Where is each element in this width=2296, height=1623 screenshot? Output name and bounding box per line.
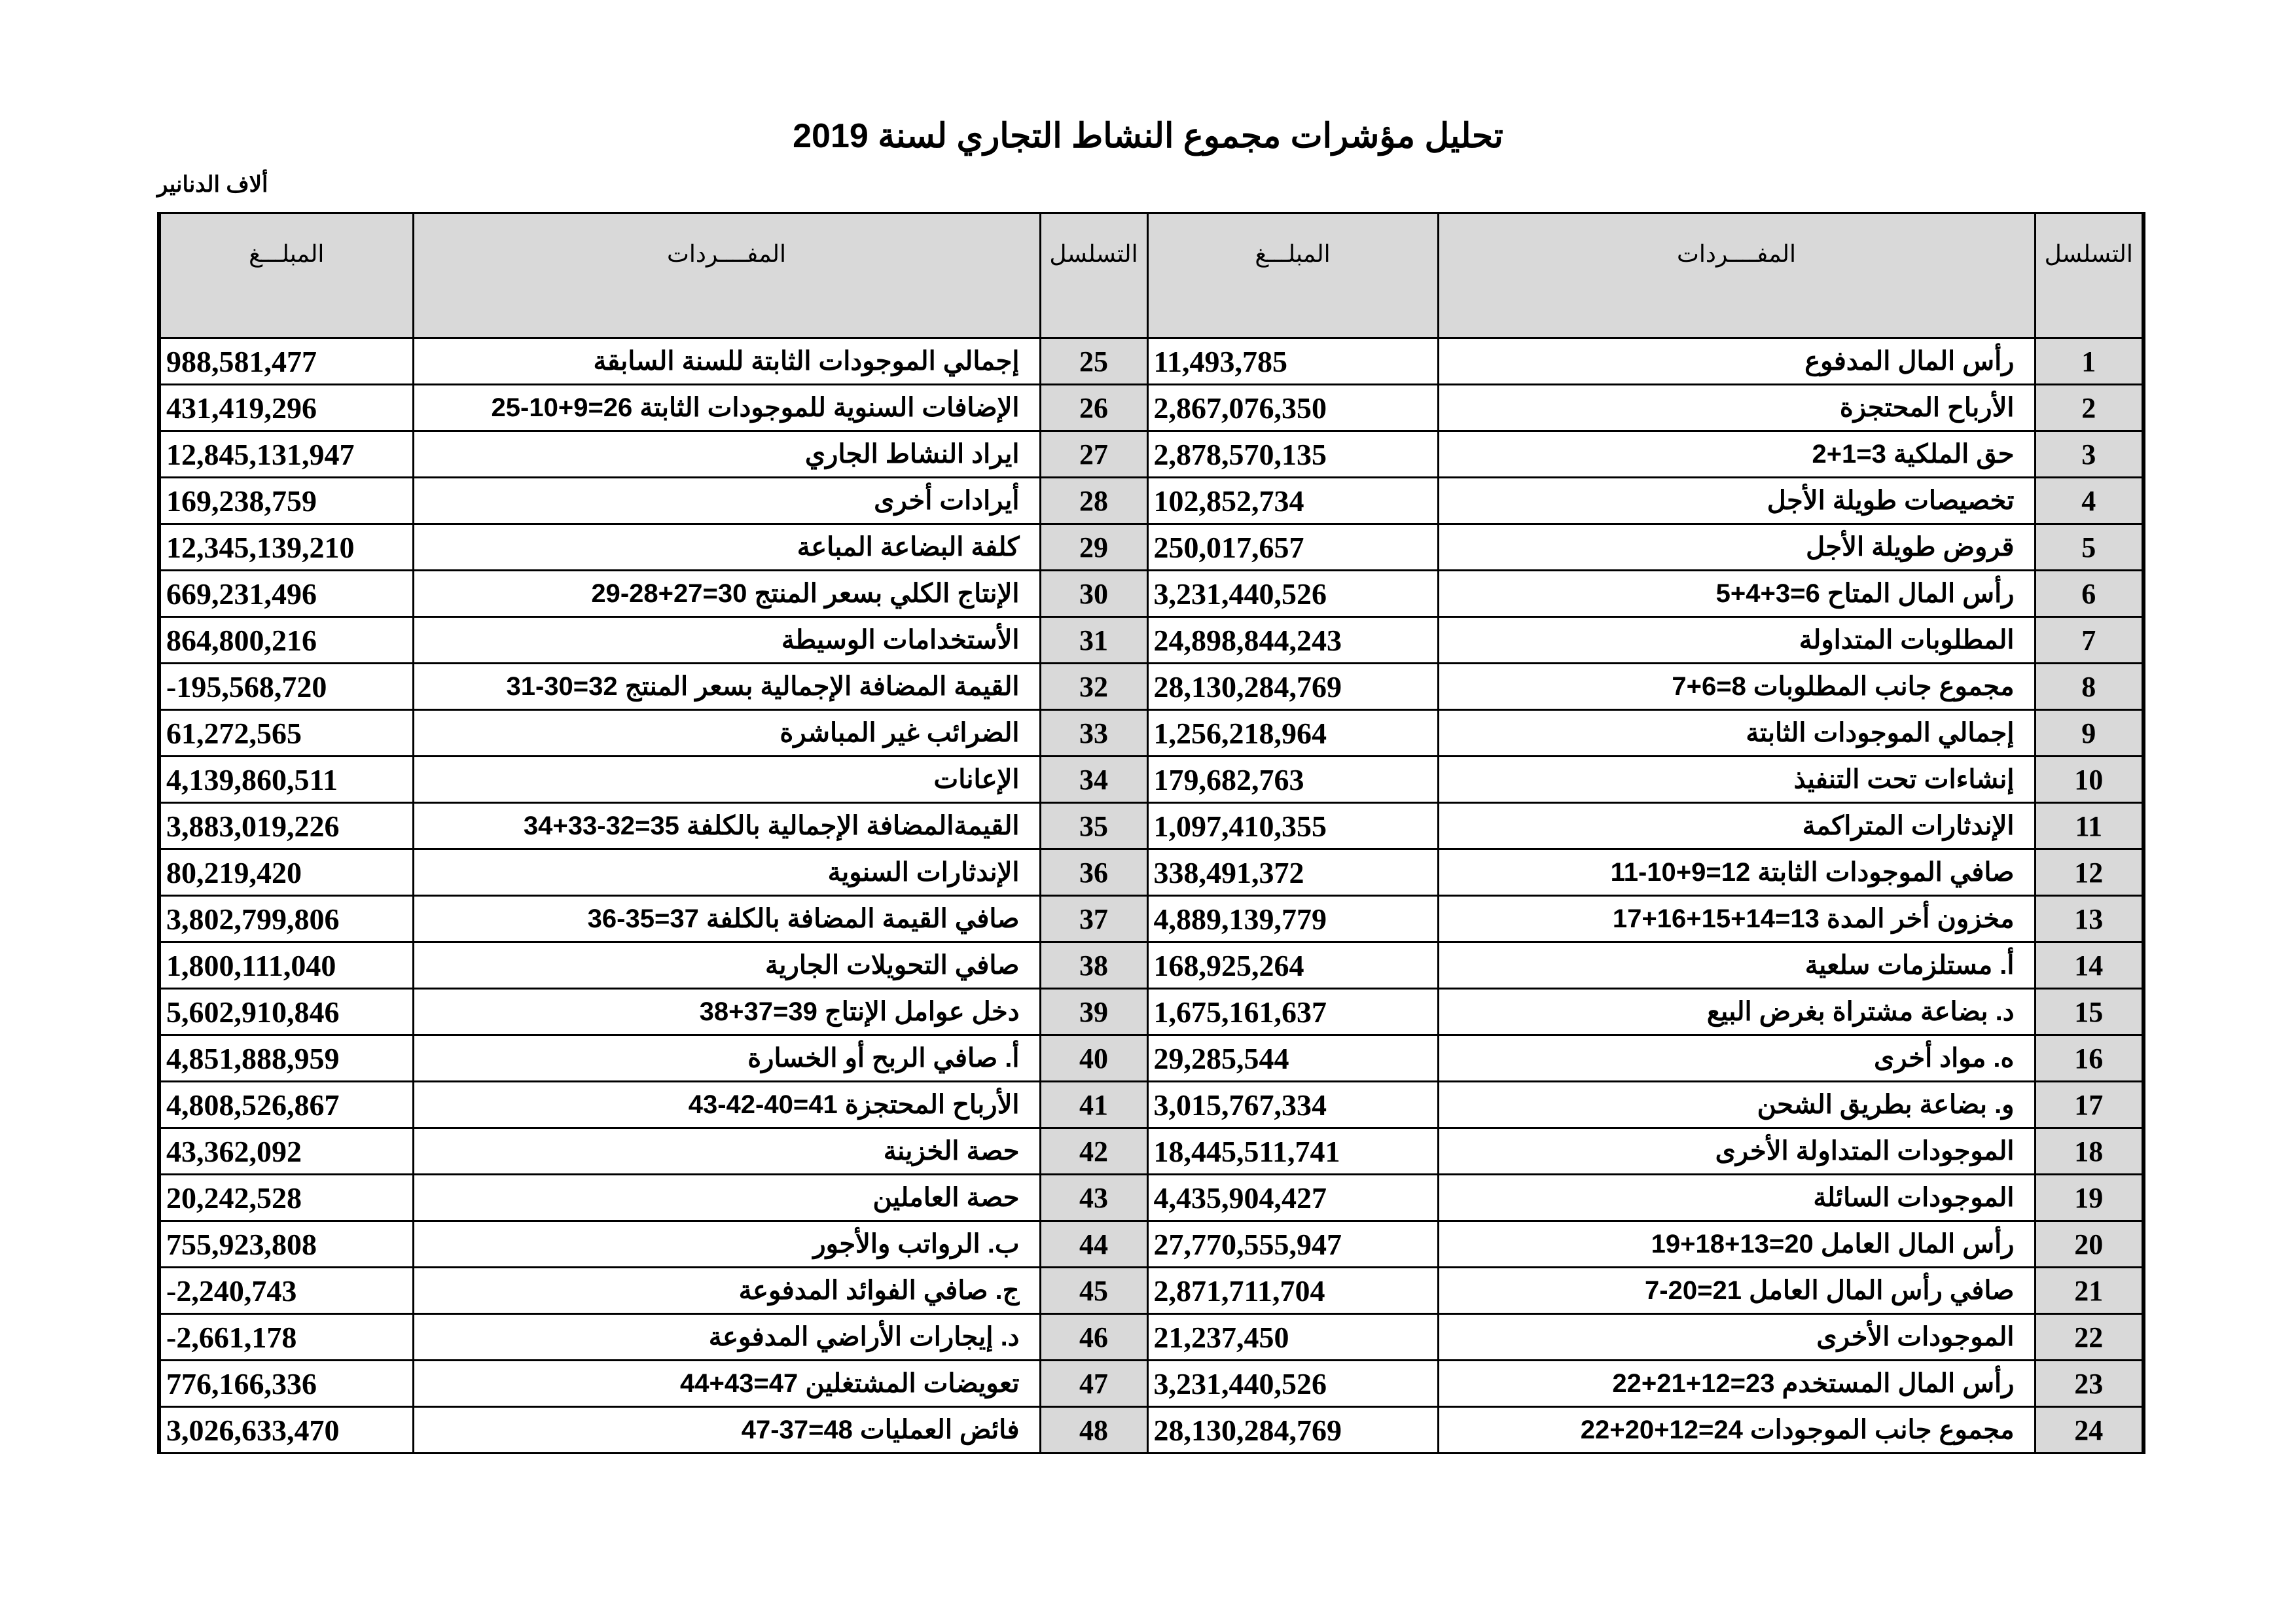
item-cell: الموجودات السائلة [1438, 1175, 2035, 1221]
seq-cell: 20 [2035, 1221, 2144, 1268]
header-amount-right: المبلـــغ [1147, 213, 1438, 338]
amount-cell: 669,231,496 [159, 571, 413, 617]
seq-cell: 26 [1040, 385, 1147, 431]
amount-cell: 12,845,131,947 [159, 431, 413, 478]
amount-cell: 2,878,570,135 [1147, 431, 1438, 478]
item-cell: مخزون أخر المدة 13=14+15+16+17 [1438, 896, 2035, 942]
header-amount-left: المبلـــغ [159, 213, 413, 338]
amount-cell: 3,231,440,526 [1147, 1361, 1438, 1407]
item-cell: فائض العمليات 48=37-47 [413, 1407, 1040, 1454]
units-label: ألاف الدنانير [157, 172, 268, 197]
item-cell: ايراد النشاط الجاري [413, 431, 1040, 478]
seq-cell: 1 [2035, 338, 2144, 385]
seq-cell: 40 [1040, 1035, 1147, 1082]
page-title: تحليل مؤشرات مجموع النشاط التجاري لسنة 2019 [793, 117, 1503, 155]
amount-cell: 1,097,410,355 [1147, 803, 1438, 849]
amount-cell: 250,017,657 [1147, 524, 1438, 571]
seq-cell: 44 [1040, 1221, 1147, 1268]
seq-cell: 12 [2035, 849, 2144, 896]
amount-cell: 338,491,372 [1147, 849, 1438, 896]
seq-cell: 31 [1040, 617, 1147, 664]
item-cell: تعويضات المشتغلين 47=43+44 [413, 1361, 1040, 1407]
item-cell: مجموع جانب الموجودات 24=12+20+22 [1438, 1407, 2035, 1454]
amount-cell: 169,238,759 [159, 478, 413, 524]
seq-cell: 36 [1040, 849, 1147, 896]
seq-cell: 10 [2035, 757, 2144, 803]
amount-cell: 5,602,910,846 [159, 989, 413, 1035]
table-row [159, 338, 2144, 385]
amount-cell: 3,015,767,334 [1147, 1082, 1438, 1128]
amount-cell: 21,237,450 [1147, 1314, 1438, 1361]
seq-cell: 2 [2035, 385, 2144, 431]
item-cell: رأس المال المتاح 6=3+4+5 [1438, 571, 2035, 617]
table-row [159, 617, 2144, 664]
amount-cell: 776,166,336 [159, 1361, 413, 1407]
item-cell: إنشاءات تحت التنفيذ [1438, 757, 2035, 803]
item-cell: ج. صافي الفوائد المدفوعة [413, 1268, 1040, 1314]
item-cell: المطلوبات المتداولة [1438, 617, 2035, 664]
table-row [159, 1128, 2144, 1175]
table-row [159, 849, 2144, 896]
amount-cell: 4,435,904,427 [1147, 1175, 1438, 1221]
amount-cell: 102,852,734 [1147, 478, 1438, 524]
seq-cell: 46 [1040, 1314, 1147, 1361]
item-cell: د. إيجارات الأراضي المدفوعة [413, 1314, 1040, 1361]
item-cell: حصة العاملين [413, 1175, 1040, 1221]
indicators-table [157, 212, 2145, 1454]
amount-cell: 3,802,799,806 [159, 896, 413, 942]
seq-cell: 30 [1040, 571, 1147, 617]
seq-cell: 41 [1040, 1082, 1147, 1128]
table-row [159, 1314, 2144, 1361]
amount-cell: 864,800,216 [159, 617, 413, 664]
table-row [159, 1361, 2144, 1407]
item-cell: و. بضاعة بطريق الشحن [1438, 1082, 2035, 1128]
header-items-right: المفــــردات [1438, 213, 2035, 338]
seq-cell: 35 [1040, 803, 1147, 849]
item-cell: رأس المال المستخدم 23=12+21+22 [1438, 1361, 2035, 1407]
item-cell: أ. مستلزمات سلعية [1438, 942, 2035, 989]
item-cell: حصة الخزينة [413, 1128, 1040, 1175]
seq-cell: 24 [2035, 1407, 2144, 1454]
amount-cell: 18,445,511,741 [1147, 1128, 1438, 1175]
amount-cell: 27,770,555,947 [1147, 1221, 1438, 1268]
amount-cell: 28,130,284,769 [1147, 1407, 1438, 1454]
amount-cell: 3,231,440,526 [1147, 571, 1438, 617]
seq-cell: 37 [1040, 896, 1147, 942]
item-cell: أيرادات أخرى [413, 478, 1040, 524]
item-cell: رأس المال المدفوع [1438, 338, 2035, 385]
item-cell: د. بضاعة مشتراة بغرض البيع [1438, 989, 2035, 1035]
item-cell: صافي القيمة المضافة بالكلفة 37=35-36 [413, 896, 1040, 942]
seq-cell: 25 [1040, 338, 1147, 385]
seq-cell: 33 [1040, 710, 1147, 757]
seq-cell: 23 [2035, 1361, 2144, 1407]
table-row [159, 710, 2144, 757]
table-row [159, 896, 2144, 942]
seq-cell: 7 [2035, 617, 2144, 664]
amount-cell: 28,130,284,769 [1147, 664, 1438, 710]
seq-cell: 5 [2035, 524, 2144, 571]
item-cell: الموجودات المتداولة الأخرى [1438, 1128, 2035, 1175]
table-row [159, 757, 2144, 803]
item-cell: صافي التحويلات الجارية [413, 942, 1040, 989]
amount-cell: 755,923,808 [159, 1221, 413, 1268]
item-cell: إجمالي الموجودات الثابتة [1438, 710, 2035, 757]
seq-cell: 22 [2035, 1314, 2144, 1361]
table-row [159, 385, 2144, 431]
seq-cell: 9 [2035, 710, 2144, 757]
amount-cell: 1,675,161,637 [1147, 989, 1438, 1035]
item-cell: صافي الموجودات الثابتة 12=9+10-11 [1438, 849, 2035, 896]
item-cell: ب. الرواتب والأجور [413, 1221, 1040, 1268]
seq-cell: 28 [1040, 478, 1147, 524]
item-cell: الأستخدامات الوسيطة [413, 617, 1040, 664]
table-row [159, 571, 2144, 617]
header-row [159, 213, 2144, 338]
seq-cell: 29 [1040, 524, 1147, 571]
seq-cell: 17 [2035, 1082, 2144, 1128]
amount-cell: 4,808,526,867 [159, 1082, 413, 1128]
seq-cell: 39 [1040, 989, 1147, 1035]
item-cell: الإندثارات السنوية [413, 849, 1040, 896]
table-row [159, 664, 2144, 710]
seq-cell: 3 [2035, 431, 2144, 478]
item-cell: الضرائب غير المباشرة [413, 710, 1040, 757]
amount-cell: 179,682,763 [1147, 757, 1438, 803]
table-row [159, 478, 2144, 524]
amount-cell: 3,883,019,226 [159, 803, 413, 849]
item-cell: الأرباح المحتجزة [1438, 385, 2035, 431]
item-cell: ه. مواد أخرى [1438, 1035, 2035, 1082]
item-cell: أ. صافي الربح أو الخسارة [413, 1035, 1040, 1082]
seq-cell: 15 [2035, 989, 2144, 1035]
header-seq-right: التسلسل [2035, 213, 2144, 338]
seq-cell: 4 [2035, 478, 2144, 524]
header-items-left: المفــــردات [413, 213, 1040, 338]
amount-cell: 61,272,565 [159, 710, 413, 757]
item-cell: القيمة المضافة الإجمالية بسعر المنتج 32=30-31 [413, 664, 1040, 710]
table-row [159, 803, 2144, 849]
seq-cell: 45 [1040, 1268, 1147, 1314]
table-row [159, 942, 2144, 989]
seq-cell: 43 [1040, 1175, 1147, 1221]
amount-cell: 988,581,477 [159, 338, 413, 385]
amount-cell: 43,362,092 [159, 1128, 413, 1175]
amount-cell: 20,242,528 [159, 1175, 413, 1221]
seq-cell: 11 [2035, 803, 2144, 849]
table-row [159, 1268, 2144, 1314]
item-cell: الأرباح المحتجزة 41=40-42-43 [413, 1082, 1040, 1128]
table-row [159, 1082, 2144, 1128]
amount-cell: 4,851,888,959 [159, 1035, 413, 1082]
seq-cell: 14 [2035, 942, 2144, 989]
amount-cell: 29,285,544 [1147, 1035, 1438, 1082]
amount-cell: 11,493,785 [1147, 338, 1438, 385]
item-cell: صافي رأس المال العامل 21=20-7 [1438, 1268, 2035, 1314]
seq-cell: 38 [1040, 942, 1147, 989]
seq-cell: 18 [2035, 1128, 2144, 1175]
seq-cell: 8 [2035, 664, 2144, 710]
seq-cell: 6 [2035, 571, 2144, 617]
table-row [159, 524, 2144, 571]
table-row [159, 1221, 2144, 1268]
item-cell: حق الملكية 3=1+2 [1438, 431, 2035, 478]
header-seq-left: التسلسل [1040, 213, 1147, 338]
seq-cell: 13 [2035, 896, 2144, 942]
item-cell: إجمالي الموجودات الثابتة للسنة السابقة [413, 338, 1040, 385]
amount-cell: 4,889,139,779 [1147, 896, 1438, 942]
item-cell: رأس المال العامل 20=13+18+19 [1438, 1221, 2035, 1268]
seq-cell: 32 [1040, 664, 1147, 710]
amount-cell: 80,219,420 [159, 849, 413, 896]
amount-cell: 2,871,711,704 [1147, 1268, 1438, 1314]
item-cell: الإندثارات المتراكمة [1438, 803, 2035, 849]
item-cell: تخصيصات طويلة الأجل [1438, 478, 2035, 524]
amount-cell: -2,661,178 [159, 1314, 413, 1361]
table-row [159, 989, 2144, 1035]
amount-cell: 4,139,860,511 [159, 757, 413, 803]
amount-cell: -195,568,720 [159, 664, 413, 710]
amount-cell: 3,026,633,470 [159, 1407, 413, 1454]
item-cell: قروض طويلة الأجل [1438, 524, 2035, 571]
item-cell: كلفة البضاعة المباعة [413, 524, 1040, 571]
item-cell: دخل عوامل الإنتاج 39=37+38 [413, 989, 1040, 1035]
table-row [159, 1175, 2144, 1221]
table-row [159, 431, 2144, 478]
table-row [159, 1407, 2144, 1454]
item-cell: القيمةالمضافة الإجمالية بالكلفة 35=32-33+34 [413, 803, 1040, 849]
seq-cell: 42 [1040, 1128, 1147, 1175]
amount-cell: 12,345,139,210 [159, 524, 413, 571]
seq-cell: 16 [2035, 1035, 2144, 1082]
item-cell: الإعانات [413, 757, 1040, 803]
amount-cell: 2,867,076,350 [1147, 385, 1438, 431]
amount-cell: 1,256,218,964 [1147, 710, 1438, 757]
item-cell: الإنتاج الكلي بسعر المنتج 30=27+28-29 [413, 571, 1040, 617]
seq-cell: 19 [2035, 1175, 2144, 1221]
seq-cell: 21 [2035, 1268, 2144, 1314]
seq-cell: 47 [1040, 1361, 1147, 1407]
seq-cell: 48 [1040, 1407, 1147, 1454]
seq-cell: 34 [1040, 757, 1147, 803]
amount-cell: 1,800,111,040 [159, 942, 413, 989]
amount-cell: 431,419,296 [159, 385, 413, 431]
item-cell: الموجودات الأخرى [1438, 1314, 2035, 1361]
amount-cell: 168,925,264 [1147, 942, 1438, 989]
seq-cell: 27 [1040, 431, 1147, 478]
table-row [159, 1035, 2144, 1082]
amount-cell: 24,898,844,243 [1147, 617, 1438, 664]
item-cell: مجموع جانب المطلوبات 8=6+7 [1438, 664, 2035, 710]
amount-cell: -2,240,743 [159, 1268, 413, 1314]
item-cell: الإضافات السنوية للموجودات الثابتة 26=9+10-25 [413, 385, 1040, 431]
